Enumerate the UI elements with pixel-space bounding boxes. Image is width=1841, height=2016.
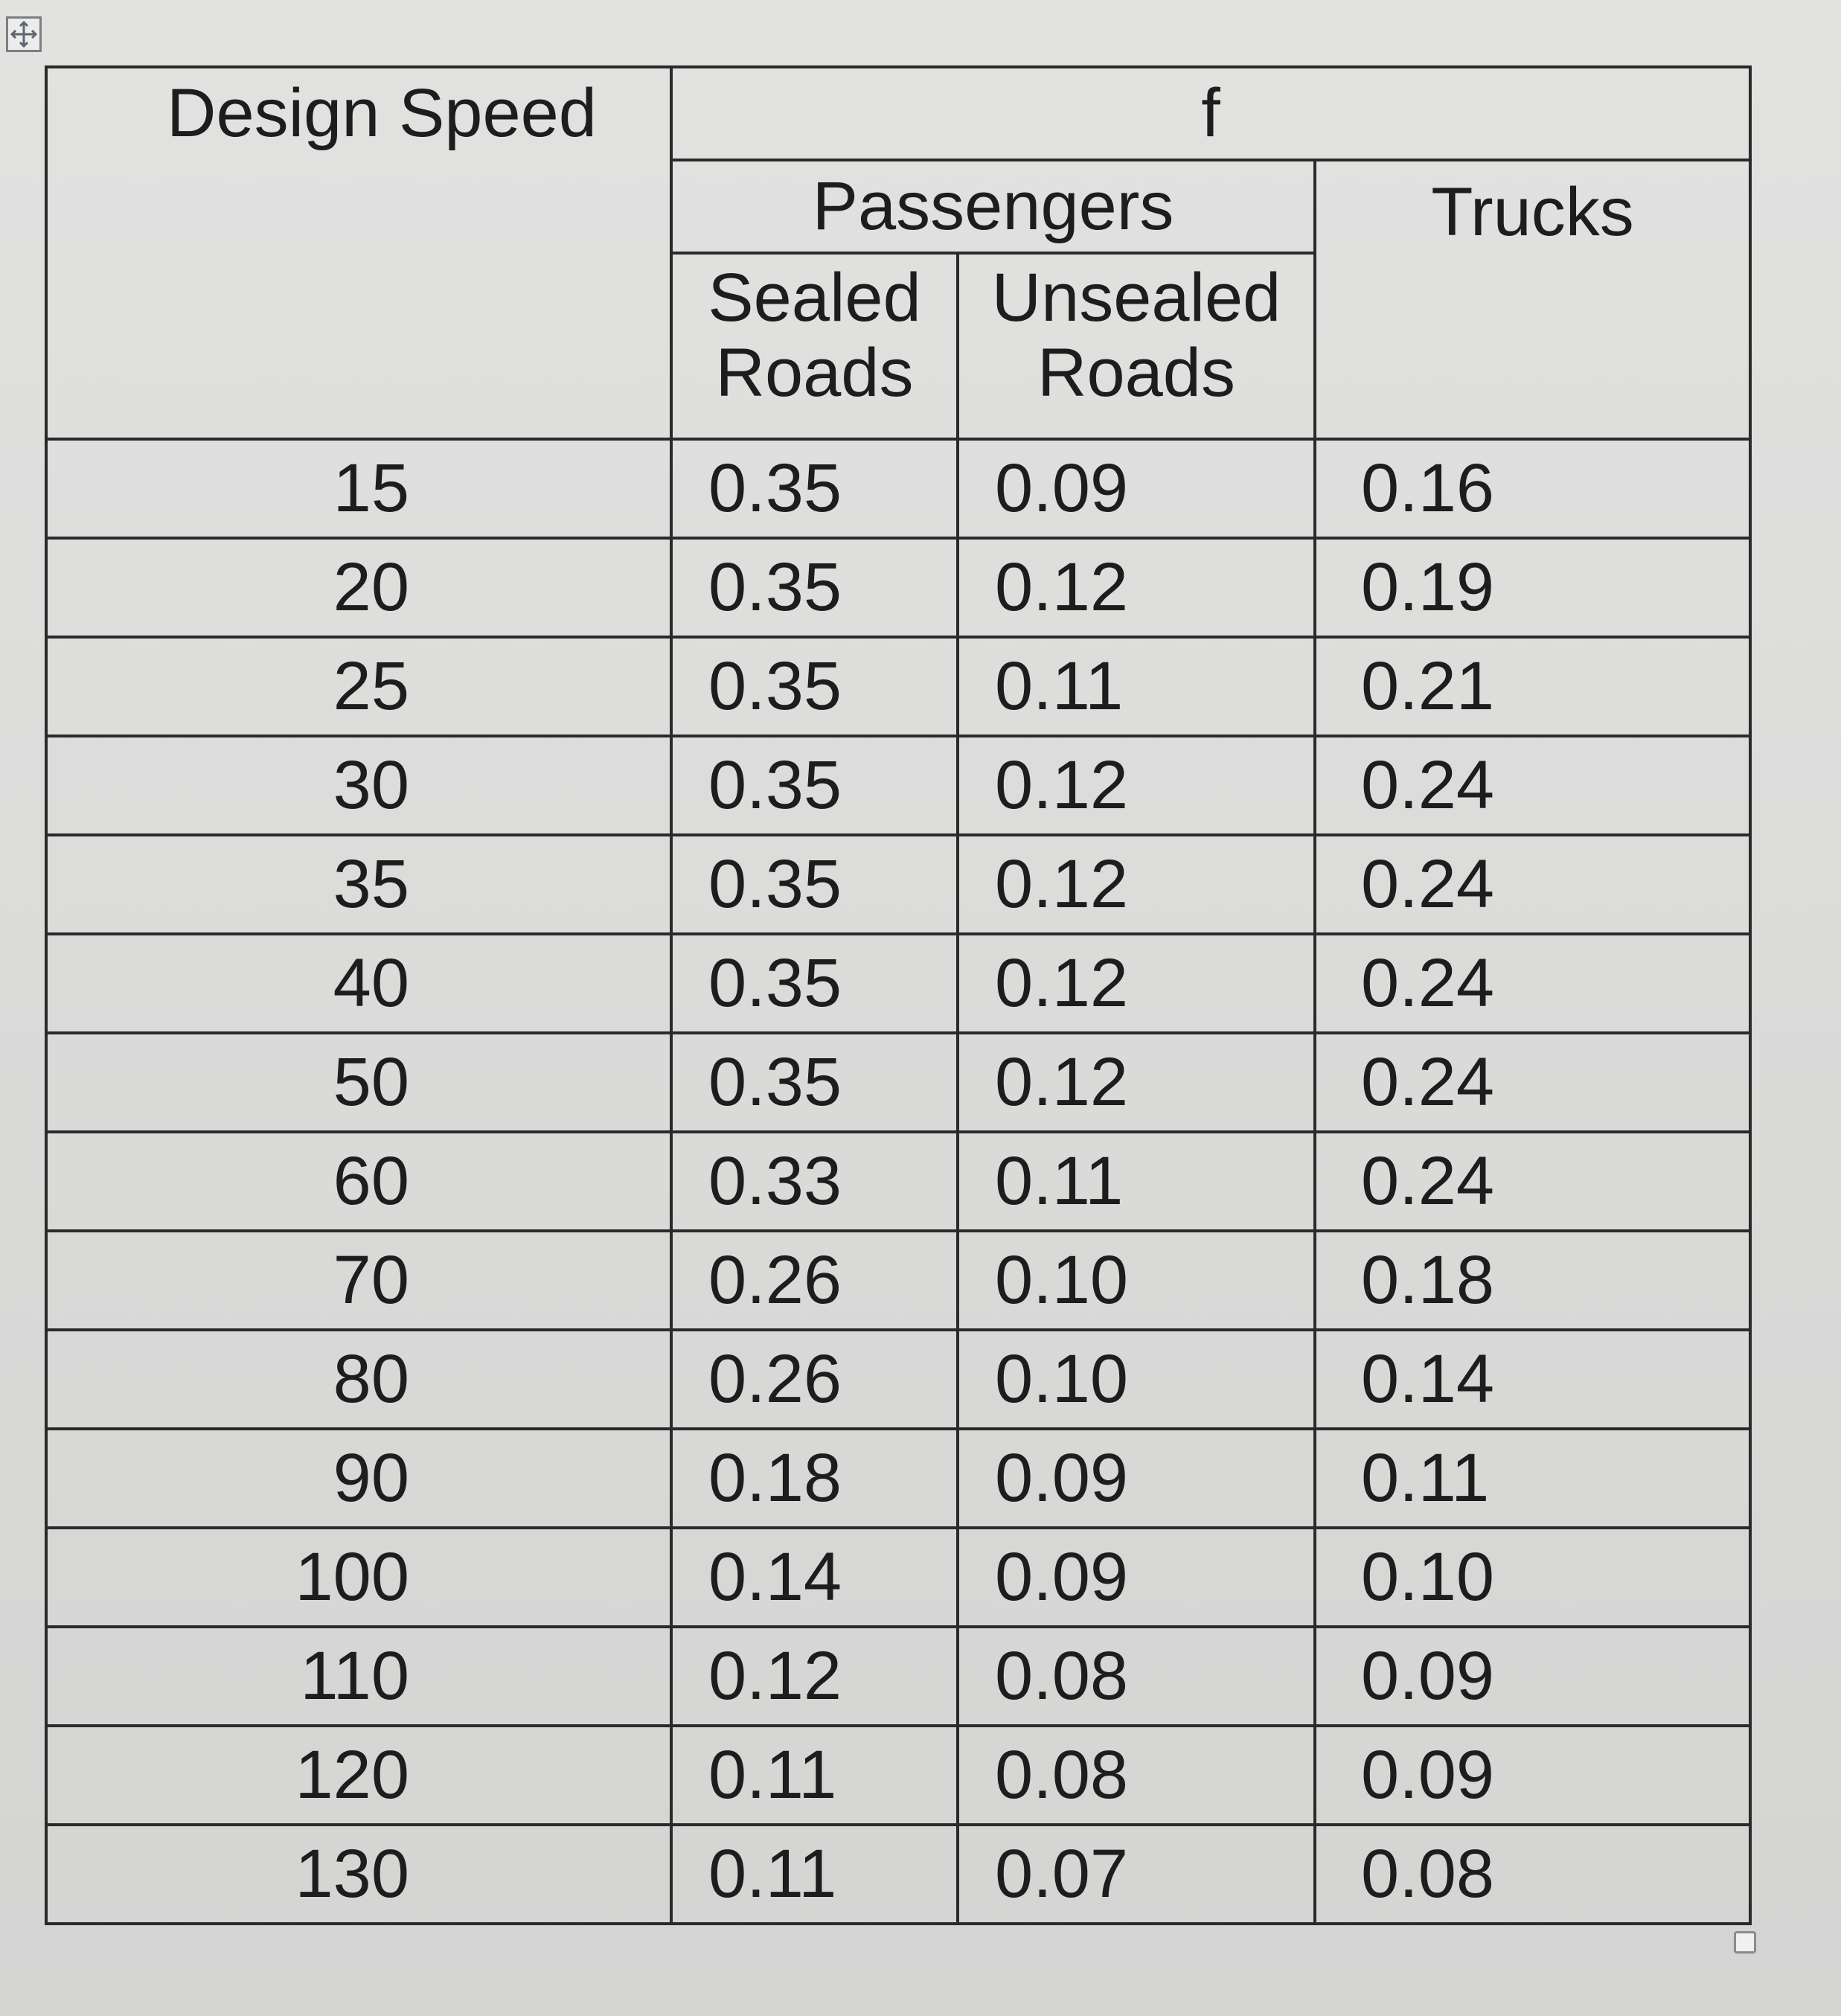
- table-row: [46, 934, 1750, 1033]
- speed-cell[interactable]: 20: [46, 538, 671, 637]
- header-trucks[interactable]: Trucks: [1315, 160, 1750, 439]
- sealed-cell[interactable]: 0.35: [671, 835, 958, 934]
- sealed-cell[interactable]: 0.35: [671, 1033, 958, 1132]
- speed-cell[interactable]: 30: [46, 736, 671, 835]
- speed-cell[interactable]: 100: [46, 1528, 671, 1627]
- speed-cell[interactable]: 40: [46, 934, 671, 1033]
- sealed-cell[interactable]: 0.35: [671, 736, 958, 835]
- table-move-handle-icon[interactable]: [6, 16, 42, 52]
- speed-cell[interactable]: 15: [46, 439, 671, 538]
- trucks-cell[interactable]: 0.24: [1315, 835, 1750, 934]
- trucks-cell[interactable]: 0.11: [1315, 1429, 1750, 1528]
- table-row: [46, 1726, 1750, 1825]
- trucks-cell[interactable]: 0.19: [1315, 538, 1750, 637]
- unsealed-cell[interactable]: 0.10: [958, 1330, 1315, 1429]
- speed-cell[interactable]: 120: [46, 1726, 671, 1825]
- speed-cell[interactable]: 25: [46, 637, 671, 736]
- table-row: [46, 538, 1750, 637]
- trucks-cell[interactable]: 0.21: [1315, 637, 1750, 736]
- header-sealed-roads[interactable]: [671, 253, 958, 439]
- header-sealed-line1: Sealed: [708, 260, 921, 336]
- unsealed-cell[interactable]: 0.09: [958, 1429, 1315, 1528]
- speed-cell[interactable]: 50: [46, 1033, 671, 1132]
- header-unsealed-line2: Roads: [1037, 335, 1235, 412]
- trucks-cell[interactable]: 0.24: [1315, 934, 1750, 1033]
- move-cross-icon: [9, 19, 39, 49]
- table-row: [46, 835, 1750, 934]
- unsealed-cell[interactable]: 0.08: [958, 1627, 1315, 1726]
- table-row: [46, 1132, 1750, 1231]
- unsealed-cell[interactable]: 0.07: [958, 1825, 1315, 1924]
- speed-cell[interactable]: 110: [46, 1627, 671, 1726]
- unsealed-cell[interactable]: 0.09: [958, 439, 1315, 538]
- trucks-cell[interactable]: 0.09: [1315, 1726, 1750, 1825]
- trucks-cell[interactable]: 0.24: [1315, 1033, 1750, 1132]
- speed-cell[interactable]: 90: [46, 1429, 671, 1528]
- unsealed-cell[interactable]: 0.12: [958, 1033, 1315, 1132]
- header-f[interactable]: f: [671, 67, 1750, 160]
- unsealed-cell[interactable]: 0.12: [958, 835, 1315, 934]
- trucks-cell[interactable]: 0.24: [1315, 1132, 1750, 1231]
- sealed-cell[interactable]: 0.33: [671, 1132, 958, 1231]
- speed-cell[interactable]: 70: [46, 1231, 671, 1330]
- sealed-cell[interactable]: 0.12: [671, 1627, 958, 1726]
- table-row: [46, 1231, 1750, 1330]
- table-resize-handle-icon[interactable]: [1734, 1931, 1756, 1953]
- table-row: [46, 736, 1750, 835]
- unsealed-cell[interactable]: 0.11: [958, 637, 1315, 736]
- table-row: [46, 1330, 1750, 1429]
- table-row: [46, 1429, 1750, 1528]
- trucks-cell[interactable]: 0.16: [1315, 439, 1750, 538]
- trucks-cell[interactable]: 0.14: [1315, 1330, 1750, 1429]
- sealed-cell[interactable]: 0.18: [671, 1429, 958, 1528]
- table-row: [46, 637, 1750, 736]
- speed-cell[interactable]: 60: [46, 1132, 671, 1231]
- sealed-cell[interactable]: 0.11: [671, 1825, 958, 1924]
- sealed-cell[interactable]: 0.11: [671, 1726, 958, 1825]
- sealed-cell[interactable]: 0.35: [671, 538, 958, 637]
- trucks-cell[interactable]: 0.24: [1315, 736, 1750, 835]
- sealed-cell[interactable]: 0.35: [671, 934, 958, 1033]
- table-row: [46, 1033, 1750, 1132]
- unsealed-cell[interactable]: 0.09: [958, 1528, 1315, 1627]
- sealed-cell[interactable]: 0.14: [671, 1528, 958, 1627]
- header-design-speed[interactable]: Design Speed: [46, 67, 671, 439]
- trucks-cell[interactable]: 0.10: [1315, 1528, 1750, 1627]
- header-sealed-line2: Roads: [715, 335, 914, 412]
- table-row: [46, 1627, 1750, 1726]
- unsealed-cell[interactable]: 0.08: [958, 1726, 1315, 1825]
- sealed-cell[interactable]: 0.35: [671, 637, 958, 736]
- speed-cell[interactable]: 35: [46, 835, 671, 934]
- table-row: [46, 1825, 1750, 1924]
- speed-cell[interactable]: 130: [46, 1825, 671, 1924]
- sealed-cell[interactable]: 0.26: [671, 1231, 958, 1330]
- sealed-cell[interactable]: 0.35: [671, 439, 958, 538]
- header-passengers[interactable]: Passengers: [671, 160, 1315, 253]
- sealed-cell[interactable]: 0.26: [671, 1330, 958, 1429]
- unsealed-cell[interactable]: 0.10: [958, 1231, 1315, 1330]
- trucks-cell[interactable]: 0.08: [1315, 1825, 1750, 1924]
- table-row: [46, 439, 1750, 538]
- trucks-cell[interactable]: 0.18: [1315, 1231, 1750, 1330]
- speed-cell[interactable]: 80: [46, 1330, 671, 1429]
- header-unsealed-roads[interactable]: [958, 253, 1315, 439]
- unsealed-cell[interactable]: 0.12: [958, 934, 1315, 1033]
- trucks-cell[interactable]: 0.09: [1315, 1627, 1750, 1726]
- unsealed-cell[interactable]: 0.12: [958, 736, 1315, 835]
- friction-table: [45, 65, 1752, 1925]
- table-row: [46, 1528, 1750, 1627]
- unsealed-cell[interactable]: 0.11: [958, 1132, 1315, 1231]
- header-unsealed-line1: Unsealed: [991, 260, 1281, 336]
- unsealed-cell[interactable]: 0.12: [958, 538, 1315, 637]
